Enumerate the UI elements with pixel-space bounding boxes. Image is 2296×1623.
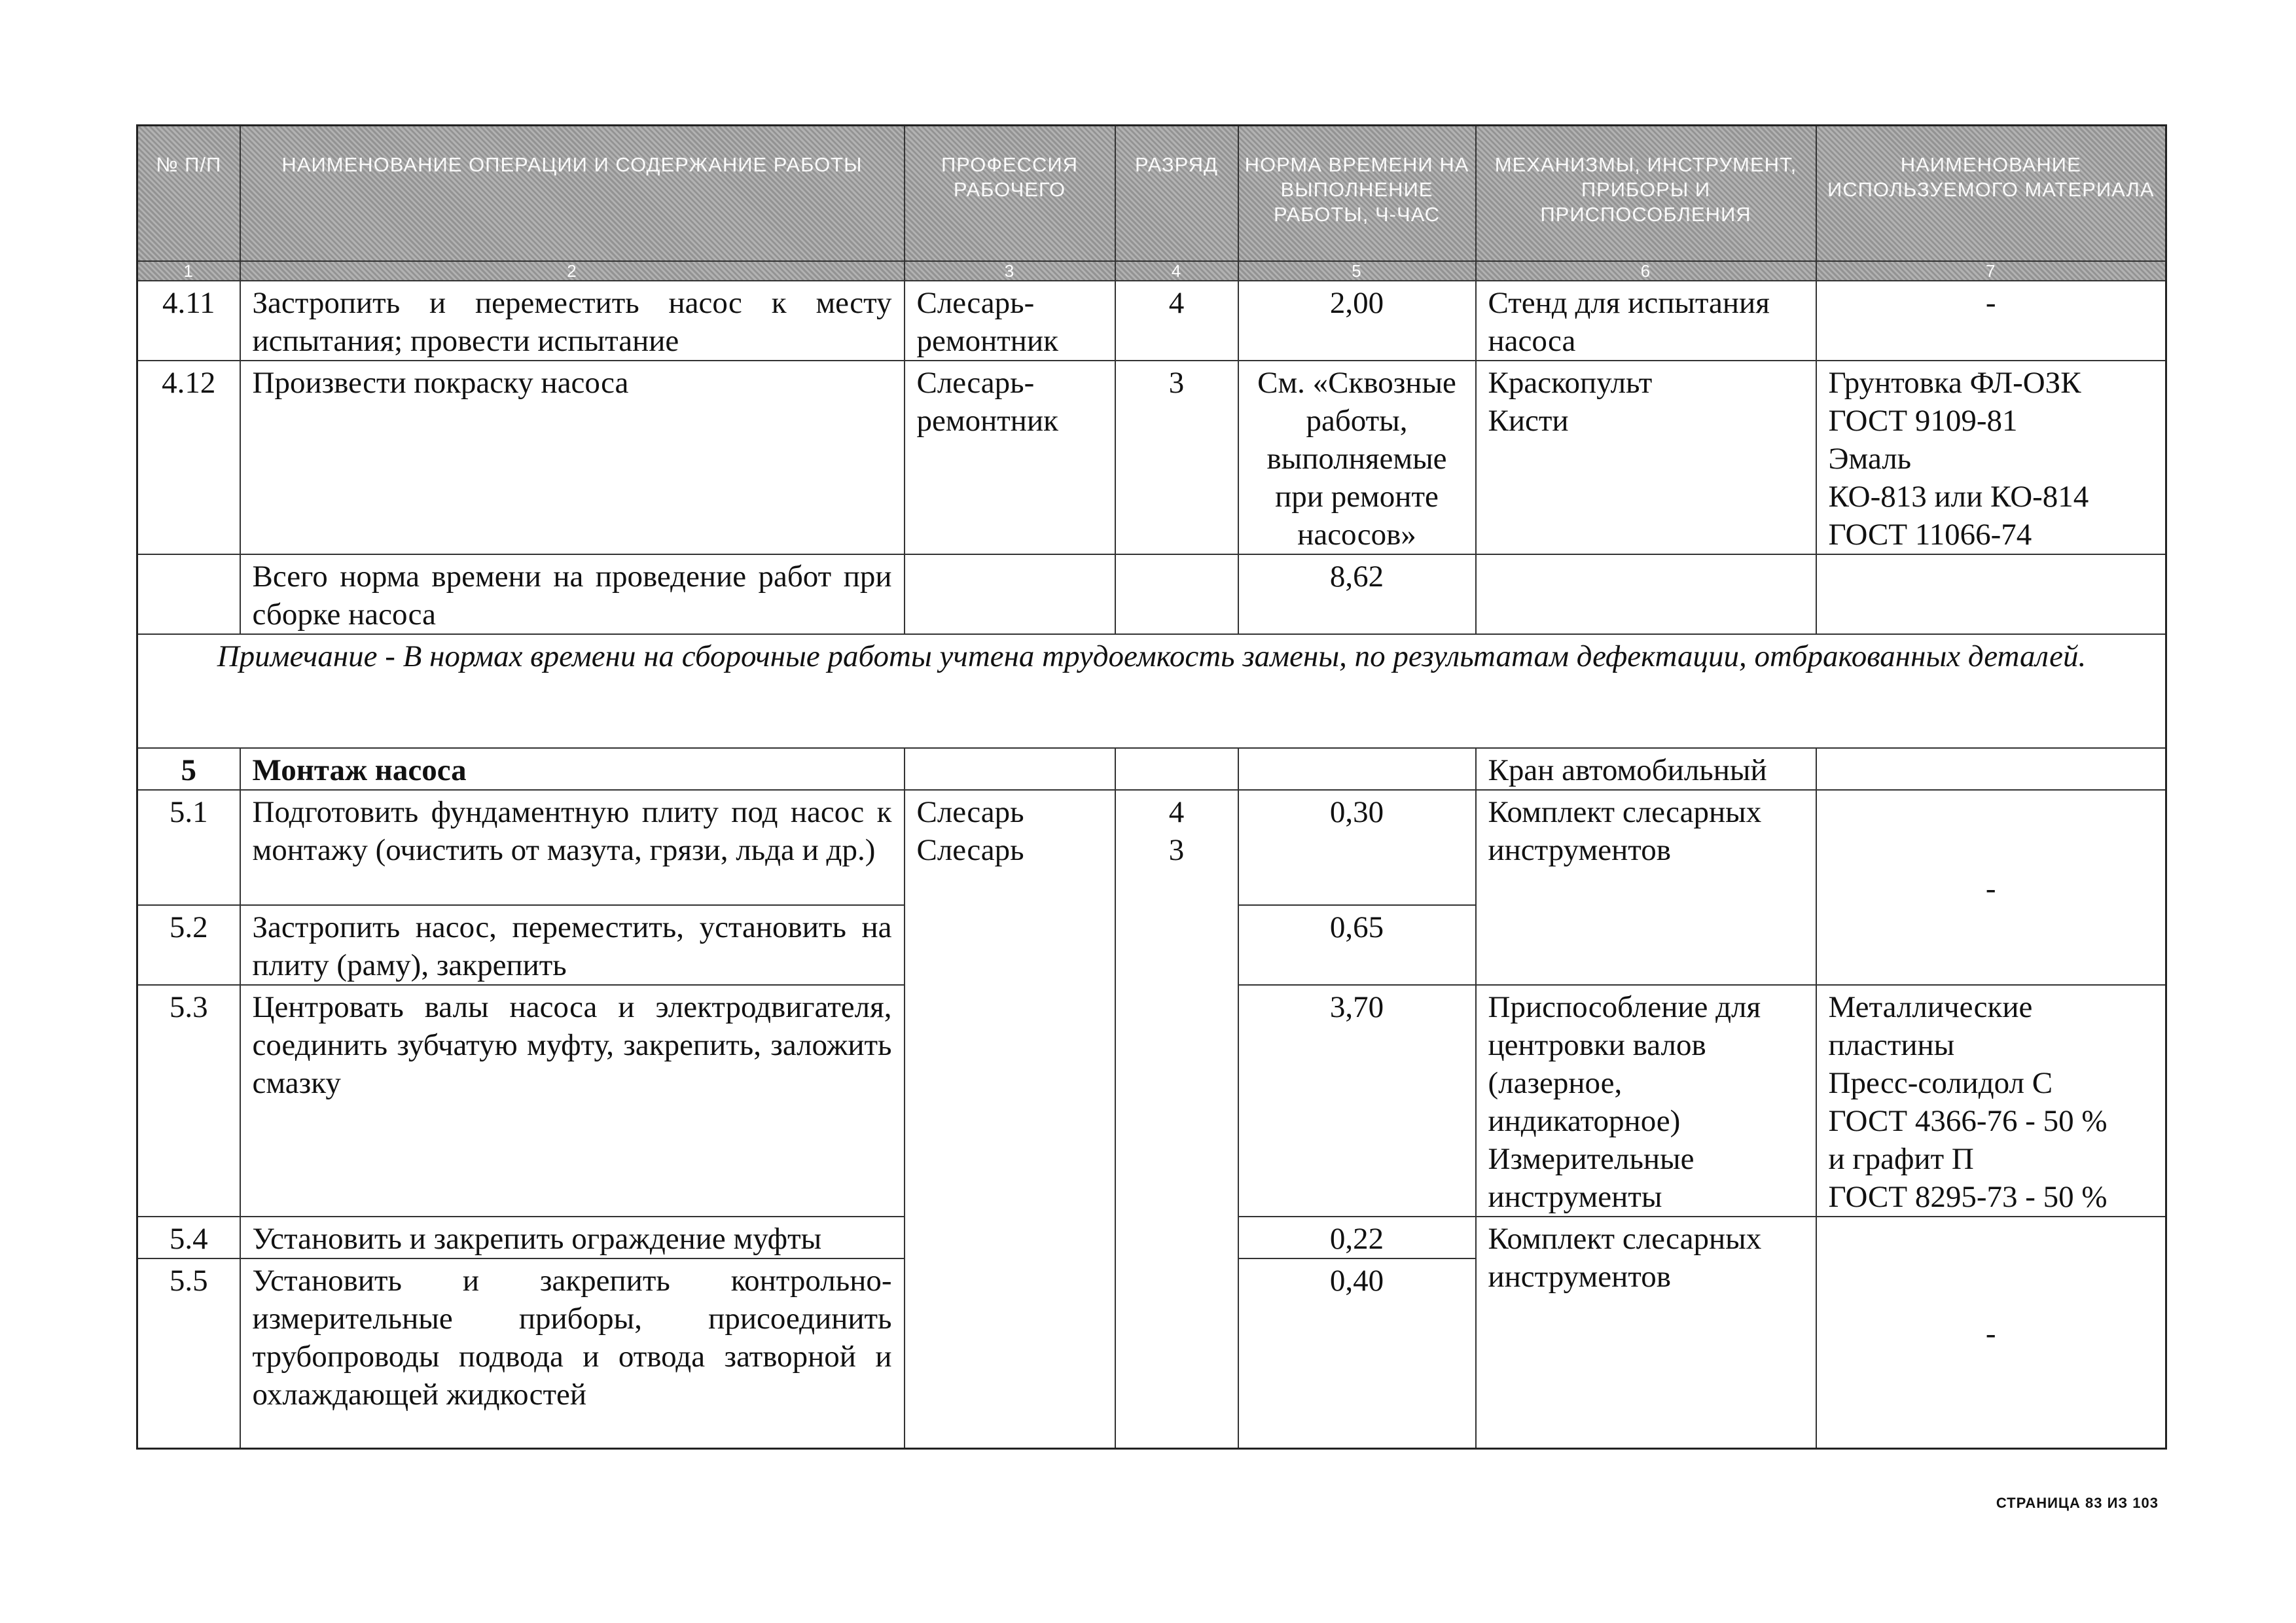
column-number: 2: [240, 261, 905, 281]
table-row: [137, 281, 2166, 361]
material: -: [1816, 1217, 2166, 1448]
time-norm: 2,00: [1238, 281, 1476, 361]
tools: Комплект слесарных инструментов: [1476, 1217, 1816, 1448]
column-number: 3: [905, 261, 1115, 281]
header-tools: МЕХАНИЗМЫ, ИНСТРУМЕНТ, ПРИБОРЫ И ПРИСПОСОБЛЕНИЯ: [1476, 126, 1816, 262]
table-row: [137, 790, 2166, 905]
tools: Кран автомобильный: [1476, 748, 1816, 790]
time-norm: 3,70: [1238, 985, 1476, 1217]
row-number: 5.2: [137, 905, 240, 985]
column-number: 4: [1115, 261, 1238, 281]
profession: Слесарь-ремонтник: [905, 281, 1115, 361]
time-norm: См. «Сквозные работы, выполняемые при ремонте насосов»: [1238, 361, 1476, 554]
work-norms-table: [136, 124, 2167, 1450]
time-norm: 0,22: [1238, 1217, 1476, 1258]
row-number: 4.12: [137, 361, 240, 554]
operation-text: Центровать валы насоса и электродвигателя, соединить зубчатую муфту, закрепить, заложить смазку: [240, 985, 905, 1217]
column-number: 1: [137, 261, 240, 281]
table-row: [137, 361, 2166, 554]
column-number: 5: [1238, 261, 1476, 281]
grade: 4 3: [1115, 790, 1238, 1448]
section-title: Монтаж насоса: [240, 748, 905, 790]
page-footer: СТРАНИЦА 83 ИЗ 103: [1996, 1495, 2159, 1511]
column-number: 7: [1816, 261, 2166, 281]
total-label: Всего норма времени на проведение работ при сборке насоса: [240, 554, 905, 634]
material: Металлические пластины Пресс-солидол С ГОСТ 4366-76 - 50 % и графит П ГОСТ 8295-73 - 50 %: [1816, 985, 2166, 1217]
profession: Слесарь-ремонтник: [905, 361, 1115, 554]
row-number: 5.1: [137, 790, 240, 905]
time-norm: 0,65: [1238, 905, 1476, 985]
profession: Слесарь Слесарь: [905, 790, 1115, 1448]
section-number: 5: [137, 748, 240, 790]
tools: Краскопульт Кисти: [1476, 361, 1816, 554]
operation-text: Застропить и переместить насос к месту испытания; провести испытание: [240, 281, 905, 361]
material: Грунтовка ФЛ-ОЗК ГОСТ 9109-81 Эмаль КО-813 или КО-814 ГОСТ 11066-74: [1816, 361, 2166, 554]
operation-text: Установить и закрепить ограждение муфты: [240, 1217, 905, 1258]
grade: 3: [1115, 361, 1238, 554]
operation-text: Произвести покраску насоса: [240, 361, 905, 554]
tools: Стенд для испытания насоса: [1476, 281, 1816, 361]
tools: Комплект слесарных инструментов: [1476, 790, 1816, 985]
row-number: 5.3: [137, 985, 240, 1217]
header-material: НАИМЕНОВАНИЕ ИСПОЛЬЗУЕМОГО МАТЕРИАЛА: [1816, 126, 2166, 262]
row-number: 4.11: [137, 281, 240, 361]
header-operation: НАИМЕНОВАНИЕ ОПЕРАЦИИ И СОДЕРЖАНИЕ РАБОТЫ: [240, 126, 905, 262]
grade: 4: [1115, 281, 1238, 361]
operation-text: Застропить насос, переместить, установить на плиту (раму), закрепить: [240, 905, 905, 985]
note-row: [137, 634, 2166, 748]
material: -: [1816, 281, 2166, 361]
material: -: [1816, 790, 2166, 985]
header-number: № П/П: [137, 126, 240, 262]
time-norm: 0,40: [1238, 1258, 1476, 1448]
table-row-total: [137, 554, 2166, 634]
total-time-norm: 8,62: [1238, 554, 1476, 634]
column-number: 6: [1476, 261, 1816, 281]
note-text: Примечание - В нормах времени на сборочные работы учтена трудоемкость замены, по результатам дефектации, отбракованных деталей.: [137, 634, 2166, 748]
header-time-norm: НОРМА ВРЕМЕНИ НА ВЫПОЛНЕНИЕ РАБОТЫ, Ч-ЧАС: [1238, 126, 1476, 262]
row-number: 5.5: [137, 1258, 240, 1448]
table-header-row: [137, 126, 2166, 262]
operation-text: Подготовить фундаментную плиту под насос к монтажу (очистить от мазута, грязи, льда и др.): [240, 790, 905, 905]
time-norm: 0,30: [1238, 790, 1476, 905]
column-numbers-row: [137, 261, 2166, 281]
header-grade: РАЗРЯД: [1115, 126, 1238, 262]
operation-text: Установить и закрепить контрольно-измерительные приборы, присоединить трубопроводы подвода и отвода затворной и охлаждающей жидкостей: [240, 1258, 905, 1448]
header-profession: ПРОФЕССИЯ РАБОЧЕГО: [905, 126, 1115, 262]
row-number: 5.4: [137, 1217, 240, 1258]
table-row-section: [137, 748, 2166, 790]
tools: Приспособление для центровки валов (лазерное, индикаторное) Измерительные инструменты: [1476, 985, 1816, 1217]
